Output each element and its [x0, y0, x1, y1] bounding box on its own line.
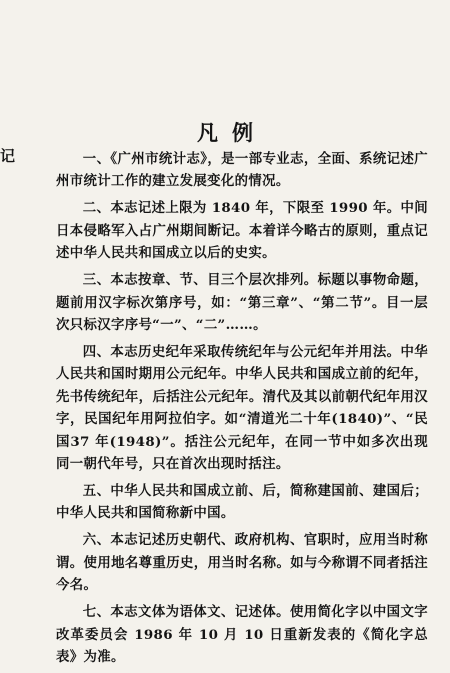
paragraph-6: 六、本志记述历史朝代、政府机构、官职时，应用当时称谓。使用地名尊重历史，用当时名称。如与今称谓不同者括注今名。	[56, 532, 428, 594]
paragraph-2: 二、本志记述上限为 1840 年，下限至 1990 年。中间日本侵略军入占广州期间断记。本着详今略古的原则，重点记述中华人民共和国成立以后的史实。	[56, 200, 428, 262]
paragraph-4: 四、本志历史纪年采取传统纪年与公元纪年并用法。中华人民共和国时期用公元纪年。中华人民共和国成立前的纪年，先书传统纪年，后括注公元纪年。清代及其以前朝代纪年用汉字，民国纪年用阿拉伯字。如“清道光二十年(1840)”、“民国37 年(1948)”。括注公元纪年，在同一节中如多次出现同一朝代年号，只在首次出现时括注。	[56, 344, 428, 473]
body-text	[56, 148, 428, 673]
paragraph-3: 三、本志按章、节、目三个层次排列。标题以事物命题，题前用汉字标次第序号，如：“第三章”、“第二节”。目一层次只标汉字序号“一”、“二”……。	[56, 272, 428, 334]
paragraph-1: 一、《广州市统计志》，是一部专业志，全面、系统记述广州市统计工作的建立发展变化的情况。	[56, 151, 428, 190]
page-title	[0, 122, 450, 143]
title-text: 凡例	[197, 120, 267, 145]
paragraph-7: 七、本志文体为语体文、记述体。使用简化字以中国文字改革委员会 1986 年 10 月 10 日重新发表的《简化字总表》为准。	[56, 604, 428, 666]
margin-mark: 记	[0, 147, 15, 165]
paragraph-5: 五、中华人民共和国成立前、后，简称建国前、建国后；中华人民共和国简称新中国。	[56, 483, 428, 522]
